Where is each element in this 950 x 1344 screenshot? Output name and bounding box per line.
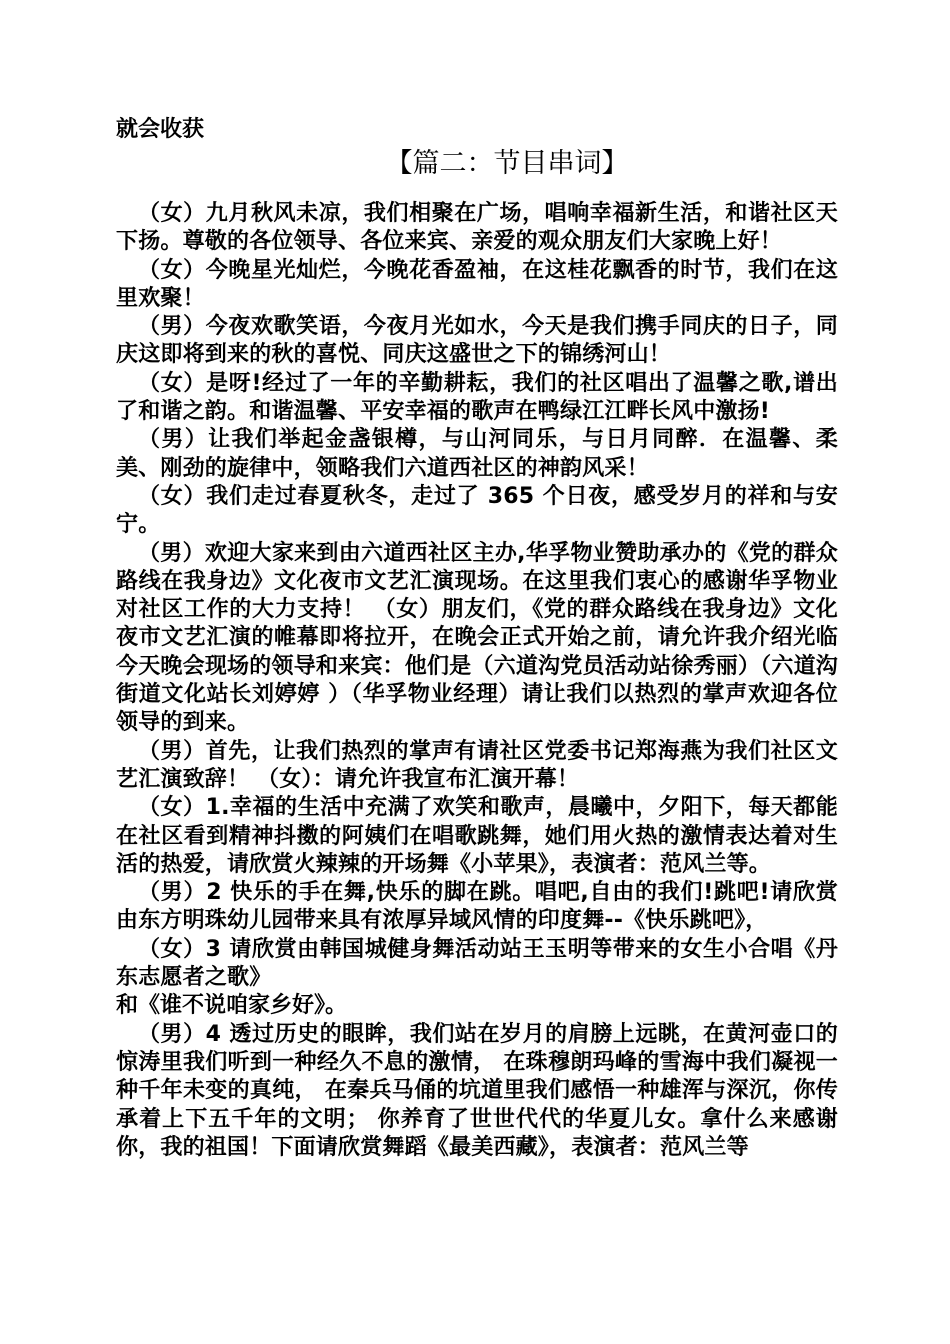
paragraph-4: （女）是呀!经过了一年的辛勤耕耘，我们的社区唱出了温馨之歌,谱出了和谐之韵。和谐温馨、平安幸福的歌声在鸭绿江江畔长风中激扬! [116,370,838,425]
lead-text: 就会收获 [116,117,205,142]
paragraph-12: （男）4 透过历史的眼眸，我们站在岁月的肩膀上远眺，在黄河壶口的惊涛里我们听到一种经久不息的激情， 在珠穆朗玛峰的雪海中我们凝视一种千年未变的真纯， 在秦兵马俑的坑道里我们感悟一种雄浑与深沉，你传承着上下五千年的文明； 你养育了世世代代的华夏儿女。拿什么来感谢你，我的祖国！下面请欣赏舞蹈《最美西藏》，表演者：范风兰等 [116,1021,838,1160]
paragraph-8: （男）首先，让我们热烈的掌声有请社区党委书记郑海燕为我们社区文艺汇演致辞！ （女）：请允许我宣布汇演开幕！ [116,738,838,792]
paragraph-11: （女）3 请欣赏由韩国城健身舞活动站王玉明等带来的女生小合唱《丹东志愿者之歌》 [116,936,838,991]
section-heading: 【篇二：节目串词】 [385,148,629,179]
document-body [116,116,838,1162]
paragraph-9: （女）1.幸福的生活中充满了欢笑和歌声，晨曦中，夕阳下，每天都能在社区看到精神抖擞的阿姨们在唱歌跳舞，她们用火热的激情表达着对生活的热爱，请欣赏火辣辣的开场舞《小苹果》，表演者：范风兰等。 [116,795,838,877]
paragraph-6: （女）我们走过春夏秋冬，走过了 365 个日夜，感受岁月的祥和与安宁。 [116,483,838,538]
continuation-line: 和《谁不说咱家乡好》。 [116,993,348,1019]
paragraph-3: （男）今夜欢歌笑语，今夜月光如水，今天是我们携手同庆的日子，同庆这即将到来的秋的喜悦、同庆这盛世之下的锦绣河山！ [116,314,838,368]
paragraph-7: （男）欢迎大家来到由六道西社区主办,华孚物业赞助承办的《党的群众路线在我身边》文化夜市文艺汇演现场。在这里我们衷心的感谢华孚物业对社区工作的大力支持！ （女）朋友们，《党的群众路线在我身边》文化夜市文艺汇演的帷幕即将拉开，在晚会正式开始之前，请允许我介绍光临今天晚会现场的领导和来宾：他们是（六道沟党员活动站徐秀丽）（六道沟街道文化站长刘婷婷 ）（华孚物业经理）请让我们以热烈的掌声欢迎各位领导的到来。 [116,540,838,736]
paragraph-10: （男）2 快乐的手在舞,快乐的脚在跳。唱吧,自由的我们!跳吧!请欣赏由东方明珠幼儿园带来具有浓厚异域风情的印度舞--《快乐跳吧》， [116,880,838,934]
paragraph-1: （女）九月秋风未凉，我们相聚在广场，唱响幸福新生活，和谐社区天下扬。尊敬的各位领导、各位来宾、亲爱的观众朋友们大家晚上好！ [116,201,838,255]
paragraph-2: （女）今晚星光灿烂，今晚花香盈袖，在这桂花飘香的时节，我们在这里欢聚！ [116,257,838,311]
paragraph-5: （男）让我们举起金盏银樽，与山河同乐，与日月同醉．在温馨、柔美、刚劲的旋律中，领略我们六道西社区的神韵风采！ [116,427,838,481]
